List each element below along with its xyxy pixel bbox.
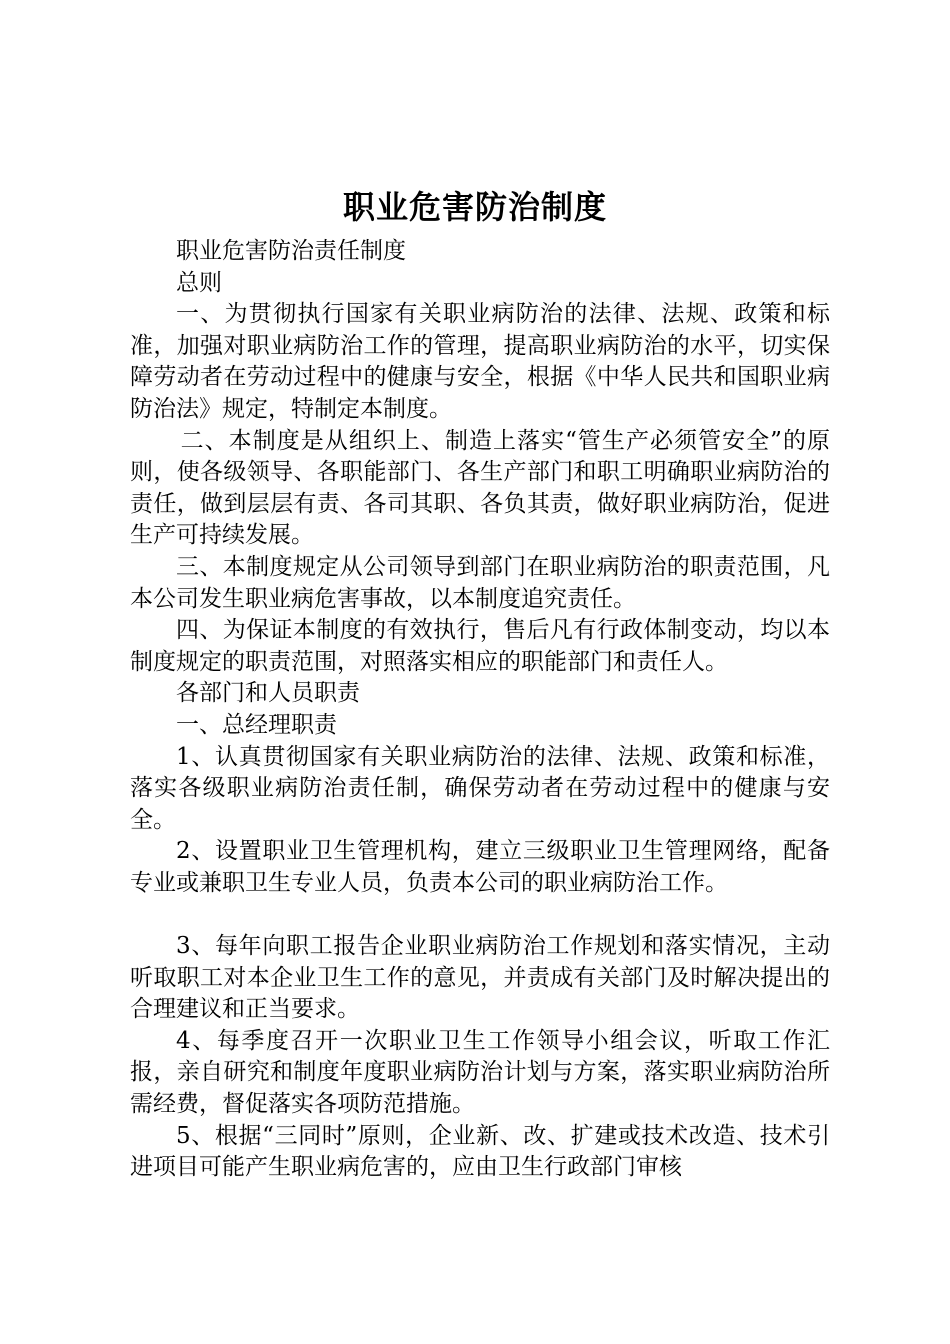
paragraph-duty-2: 2、设置职业卫生管理机构，建立三级职业卫生管理网络，配备专业或兼职卫生专业人员，负责本公司的职业病防治工作。 — [130, 838, 830, 896]
paragraph-general-3: 三、本制度规定从公司领导到部门在职业病防治的职责范围，凡本公司发生职业病危害事故，以本制度追究责任。 — [130, 553, 830, 612]
paragraph-responsibility-system: 职业危害防治责任制度 — [176, 238, 406, 264]
paragraph-duty-5: 5、根据“三同时”原则，企业新、改、扩建或技术改造、技术引进项目可能产生职业病危害的，应由卫生行政部门审核 — [130, 1122, 830, 1181]
paragraph-duties-heading: 各部门和人员职责 — [176, 680, 360, 707]
paragraph-duty-1: 1、认真贯彻国家有关职业病防治的法律、法规、政策和标准，落实各级职业病防治责任制，确保劳动者在劳动过程中的健康与安全。 — [130, 743, 830, 833]
paragraph-general-4: 四、为保证本制度的有效执行，售后凡有行政体制变动，均以本制度规定的职责范围，对照落实相应的职能部门和责任人。 — [130, 617, 830, 675]
document-title: 职业危害防治制度 — [342, 188, 607, 226]
document-body — [130, 236, 830, 1184]
paragraph-general-provisions-heading: 总则 — [176, 269, 222, 296]
paragraph-general-1: 一、为贯彻执行国家有关职业病防治的法律、法规、政策和标准，加强对职业病防治工作的管理，提高职业病防治的水平，切实保障劳动者在劳动过程中的健康与安全，根据《中华人民共和国职业病防治法》规定，特制定本制度。 — [130, 301, 830, 422]
paragraph-general-2: 二、本制度是从组织上、制造上落实“管生产必须管安全”的原则，使各级领导、各职能部门、各生产部门和职工明确职业病防治的责任，做到层层有责、各司其职、各负其责，做好职业病防治，促进生产可持续发展。 — [130, 427, 830, 549]
blank-line — [130, 899, 830, 931]
paragraph-general-manager-heading: 一、总经理职责 — [176, 711, 337, 738]
paragraph-duty-4: 4、每季度召开一次职业卫生工作领导小组会议，听取工作汇报，亲自研究和制度年度职业病防治计划与方案，落实职业病防治所需经费，督促落实各项防范措施。 — [130, 1027, 830, 1118]
paragraph-duty-3: 3、每年向职工报告企业职业病防治工作规划和落实情况，主动听取职工对本企业卫生工作的意见，并责成有关部门及时解决提出的合理建议和正当要求。 — [130, 933, 830, 1023]
